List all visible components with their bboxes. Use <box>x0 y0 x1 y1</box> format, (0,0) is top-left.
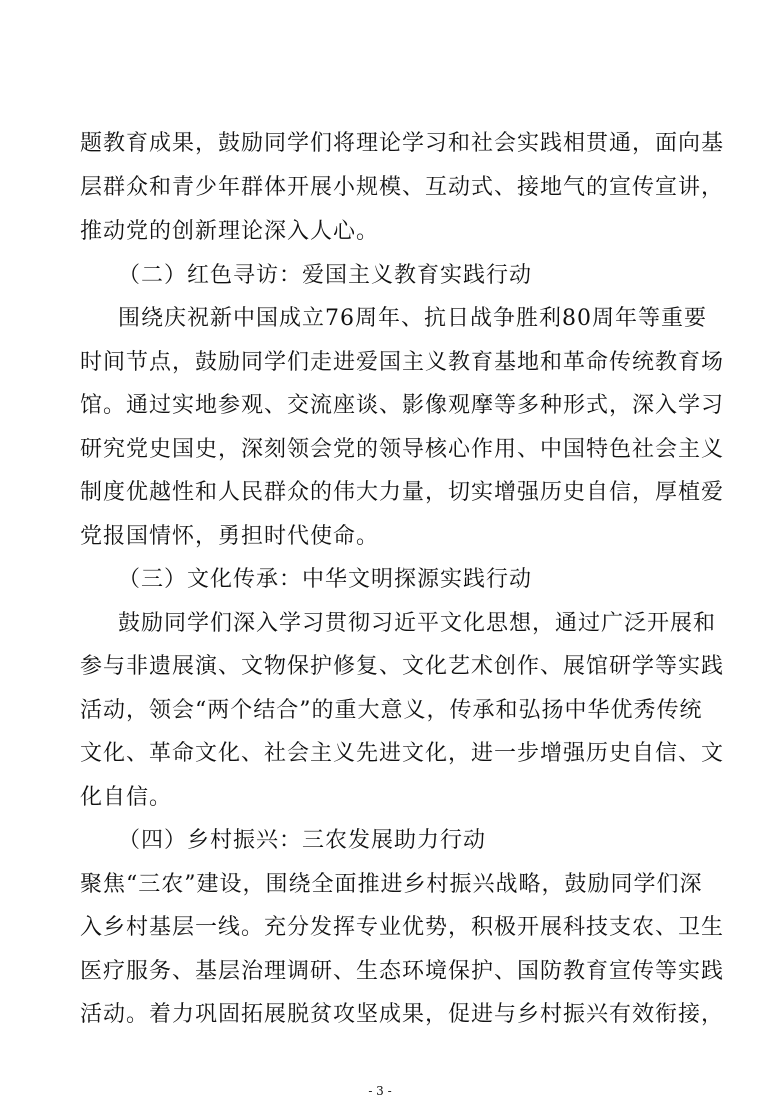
body-text-line: 文化、革命文化、社会主义先进文化，进一步增强历史自信、文 <box>80 741 725 766</box>
body-text-line: 推动党的创新理论深入人心。 <box>80 219 380 244</box>
body-text-line: 鼓励同学们深入学习贯彻习近平文化思想，通过广泛开展和 <box>118 611 717 636</box>
body-text-line: 题教育成果，鼓励同学们将理论学习和社会实践相贯通，面向基 <box>80 131 725 156</box>
body-text-line: 研究党史国史，深刻领会党的领导核心作用、中国特色社会主义 <box>80 437 725 462</box>
body-text-line: 制度优越性和人民群众的伟大力量，切实增强历史自信，厚植爱 <box>80 480 725 505</box>
body-text-line: 活动，领会“两个结合”的重大意义，传承和弘扬中华优秀传统 <box>80 698 703 723</box>
body-text-line: 层群众和青少年群体开展小规模、互动式、接地气的宣传宣讲， <box>80 175 725 200</box>
body-text-line: 入乡村基层一线。充分发挥专业优势，积极开展科技支农、卫生 <box>80 915 725 940</box>
page-number: - 3 - <box>368 1084 392 1098</box>
body-text-line: 医疗服务、基层治理调研、生态环境保护、国防教育宣传等实践 <box>80 959 725 984</box>
body-text-line: 聚焦“三农”建设，围绕全面推进乡村振兴战略，鼓励同学们深 <box>80 872 703 897</box>
section-heading-3: （三）文化传承：中华文明探源实践行动 <box>118 567 533 592</box>
body-text-line: 参与非遗展演、文物保护修复、文化艺术创作、展馆研学等实践 <box>80 654 725 679</box>
body-text-line: 化自信。 <box>80 785 173 810</box>
body-text-line: 党报国情怀，勇担时代使命。 <box>80 524 380 549</box>
body-text-line: 时间节点，鼓励同学们走进爱国主义教育基地和革命传统教育场 <box>80 350 725 375</box>
body-text-line: 活动。着力巩固拓展脱贫攻坚成果，促进与乡村振兴有效衔接， <box>80 1002 725 1027</box>
body-text-line: 馆。通过实地参观、交流座谈、影像观摩等多种形式，深入学习 <box>80 393 725 418</box>
body-text-line: 围绕庆祝新中国成立76周年、抗日战争胜利80周年等重要 <box>118 306 707 331</box>
section-heading-4: （四）乡村振兴：三农发展助力行动 <box>118 828 487 853</box>
section-heading-2: （二）红色寻访：爱国主义教育实践行动 <box>118 263 533 288</box>
